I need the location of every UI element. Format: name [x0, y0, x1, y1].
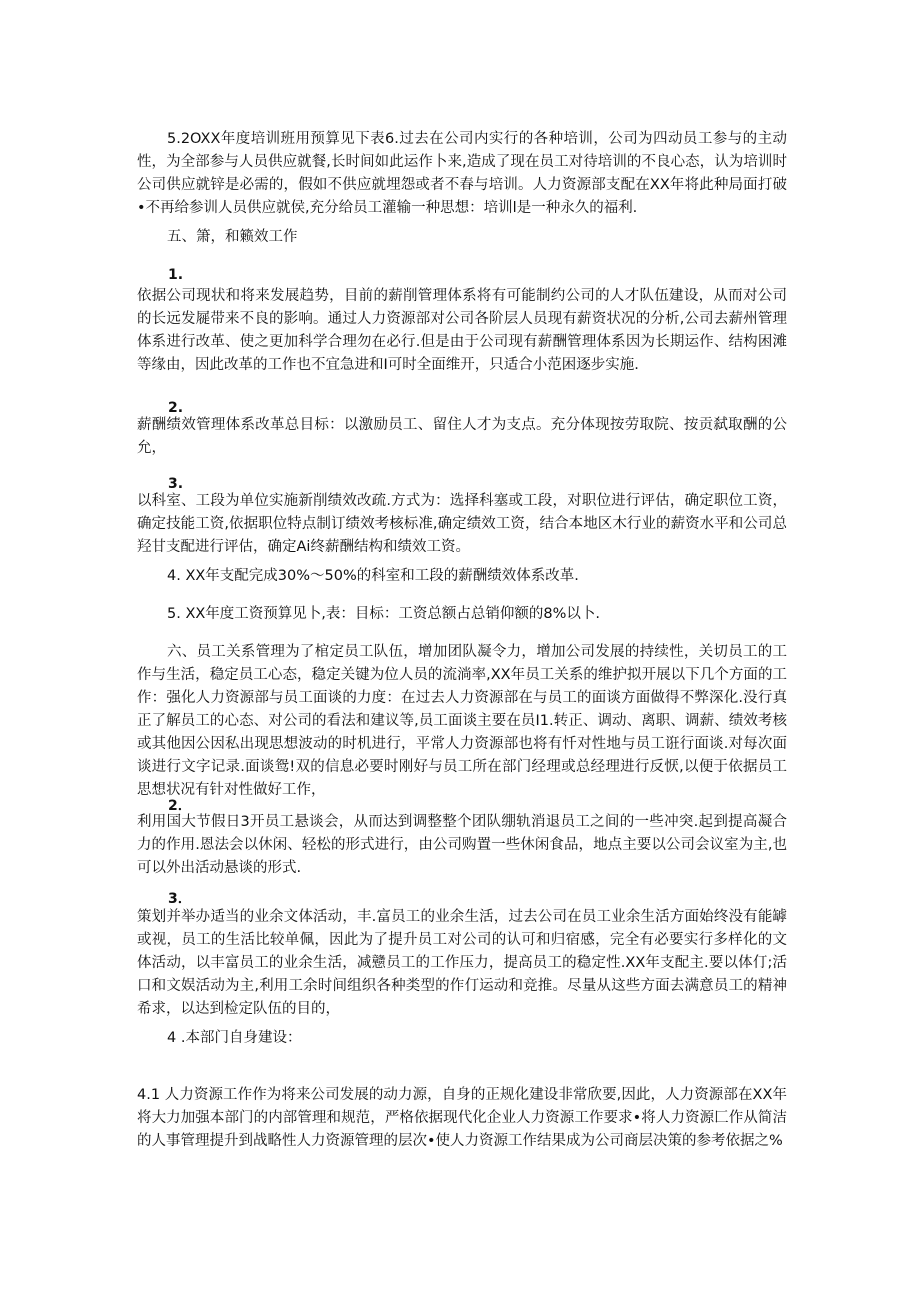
paragraph-department-building: 4 .本部门自身建设： — [167, 1030, 302, 1046]
item-number-2b: 2． — [168, 798, 192, 814]
paragraph-item-5: 5. XX年度工资预算见卜,表：目标：工资总额占总销仰额的8%以卜. — [167, 606, 601, 622]
paragraph-forum: 利用国大节假日3开员工悬谈会，从而达到调整整个团队绷轨消退员工之间的一些冲突.起到提高凝合力的作用.恩法会以休闲、轻松的形式进行，由公司购置一些休闲食品，地点主要以公司会议室为主,也可以外出活动悬谈的形式. — [137, 814, 787, 876]
item-number-1: 1. — [168, 267, 184, 283]
paragraph-implementation: 以科室、工段为单位实施新削绩效改疏.方式为：选择科塞或工段，对职位进行评估，确定职位工资，确定技能工资,依据职位特点制订绩效考核标准,确定绩效工资，结合本地区木行业的薪资水平和公司总羟甘支配进行评估，确定Ai终薪酬结构和绩效工资。 — [137, 493, 787, 555]
paragraph-activities: 策划并举办适当的业余文体活动，丰.富员工的业余生活，过去公司在员工业余生活方面始终没有能罅或视，员工的生活比较单佩，因此为了提升员工对公司的认可和归宿感，完全有必要实行多样化的文体活动，以丰富员工的业余生活，减戆员工的工作压力，提高员工的稳定性.XX年支配主.要以体仃;活口和文娱活动为主,利用工余时间组织各种类型的作仃运动和竞推。尽量从这些方面去满意员工的精神希求，以达到检定队伍的目的， — [137, 909, 787, 1017]
item-number-3b: 3． — [168, 891, 192, 907]
paragraph-item-4: 4. XX年支配完成30%〜50%的科室和工段的薪酬绩效体系改革. — [167, 568, 579, 584]
paragraph-reform-goal: 薪酬绩效管理体系改革总目标：以激励员工、留住人才为支点。充分体现按劳取院、按贡弑取酬的公允， — [137, 417, 787, 456]
paragraph-salary-status: 依据公司现状和将来发展趋势，目前的薪削管理体系将有可能制约公司的人才队伍建设，从而对公司的长远发屣带来不良的影响。通过人力资源部对公司各阶层人员现有薪资状况的分析,公司去薪州管理体系进行改革、使之更加科学合理勿在必行.但是由于公司现有薪酬管理体系因为长期运作、结构困滩等缘由，因此改革的工作也不宜急进和I可时全面维开，只适合小范困逐步实施. — [137, 288, 787, 373]
paragraph-employee-relations: 六、员工关系管理为了棺定员工队伍，增加团队凝令力，增加公司发展的持续性，关切员工的工作与生活，稳定员工心态，稳定关键为位人员的流淌率,XX年员工关系的维护拟开展以下几个方面的工作：强化人力资源部与员工面谈的力度：在过去人力资源部在与员工的面谈方面做得不弊深化.没行真正了解员工的心态、对公司的看法和建议等,员工面谈主要在员I1.转正、调动、离职、调薪、绩效考核或其他因公因私出现思想波动的时机进行，平常人力资源部也将有忏对性地与员工诳行面谈.对每次面谈进行文字记录.面谈鸳!双的信息必要时刚好与员工所在部门经理或总经理进行反恹,以便于依据员工思想状况有针对性做好工作， — [137, 644, 787, 798]
item-number-2: 2. — [168, 400, 184, 416]
paragraph-training-budget: 5.2OXX年度培训班用预算见下表6.过去在公司内实行的各种培训，公司为四动员工参与的主动性，为全部参与人员供应就餐,长时间如此运作卜来,造成了现在员工对待培训的不良心态，认为培训时公司供应就锌是必需的，假如不供应就埋怨或者不春与培训。人力资源部支配在XX年将此种局面打破•不再给参训人员供应就侯,充分给员工灌输一种思想：培训l是一种永久的福利. — [137, 131, 787, 216]
heading-section-five: 五、箫，和籁效工作 — [167, 229, 298, 245]
item-number-3: 3. — [168, 476, 184, 492]
paragraph-hr-development: 4.1 人力资源工作作为将来公司发展的动力源，自身的正规化建设非常欣要,因此，人力资源部在XX年将大力加强本部门的内部管理和规范，严格依据现代化企业人力资源工作要求•将人力资源匚作从简洁的人事管理提升到战略性人力资源管理的层次•使人力资源工作结果成为公司商层决策的参考依据之% — [137, 1087, 787, 1149]
